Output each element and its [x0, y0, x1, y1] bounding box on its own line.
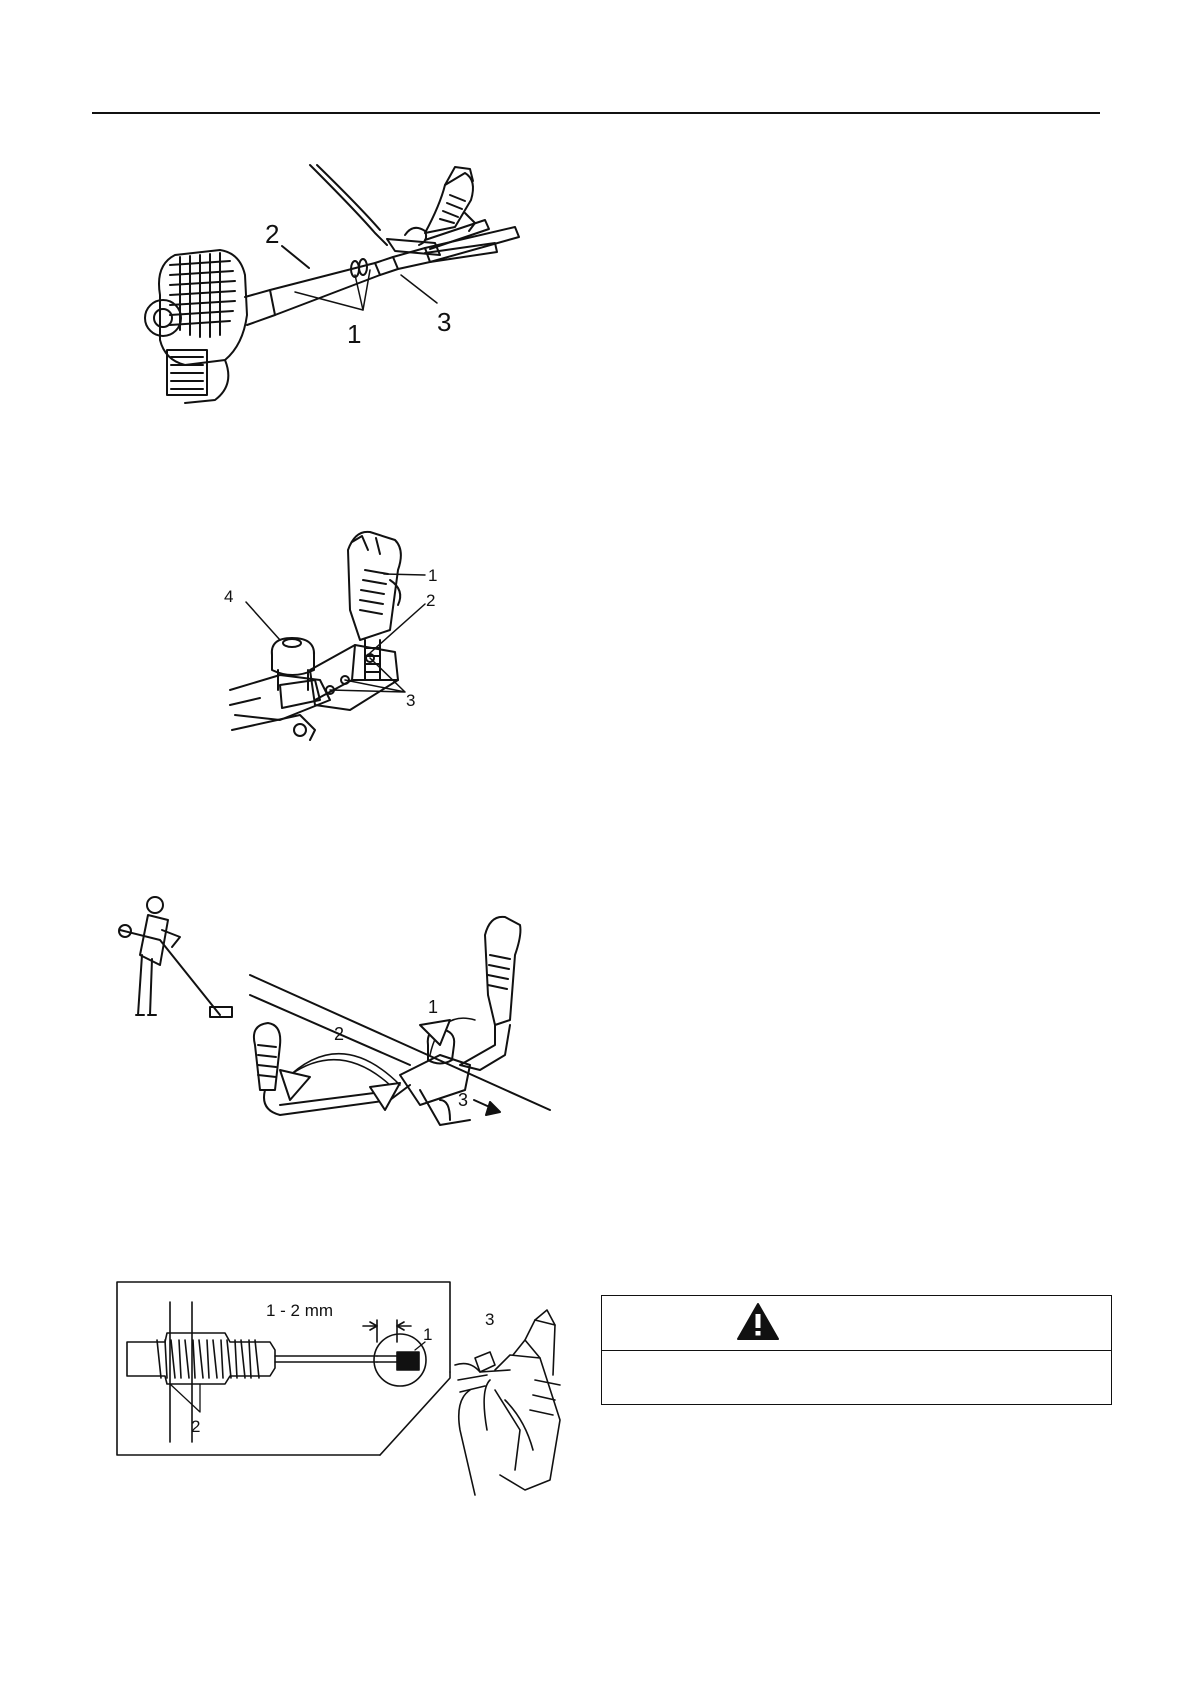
- figure-trimmer-overview: [125, 165, 545, 415]
- warning-box: [601, 1295, 1112, 1405]
- callout-3: 3: [458, 1090, 469, 1110]
- header-rule: [92, 112, 1100, 114]
- figure-handle-bracket-drawing: [220, 530, 480, 770]
- callout-2: 2: [265, 219, 280, 249]
- callout-4: 4: [224, 587, 234, 606]
- callout-3: 3: [485, 1310, 495, 1329]
- callout-2: 2: [334, 1024, 345, 1044]
- figure-throttle-cable-adjustment-drawing: [115, 1280, 575, 1500]
- figure-handle-bracket: [220, 530, 480, 770]
- callout-2: 2: [191, 1417, 201, 1436]
- callout-1: 1: [428, 997, 439, 1017]
- callout-1: 1: [347, 319, 362, 349]
- figure-handle-adjustment: [110, 895, 570, 1135]
- warning-triangle-icon: [736, 1302, 780, 1342]
- callout-1: 1: [423, 1325, 433, 1344]
- callout-2: 2: [426, 591, 436, 610]
- callout-1: 1: [428, 566, 438, 585]
- callout-3: 3: [437, 307, 452, 337]
- dimension-label: 1 - 2 mm: [266, 1301, 334, 1320]
- callout-3: 3: [406, 691, 416, 710]
- figure-handle-adjustment-drawing: [110, 895, 570, 1135]
- warning-header: [602, 1296, 1111, 1351]
- figure-trimmer-overview-drawing: [125, 165, 545, 415]
- warning-body: [602, 1351, 1111, 1371]
- figure-throttle-cable-adjustment: [115, 1280, 575, 1500]
